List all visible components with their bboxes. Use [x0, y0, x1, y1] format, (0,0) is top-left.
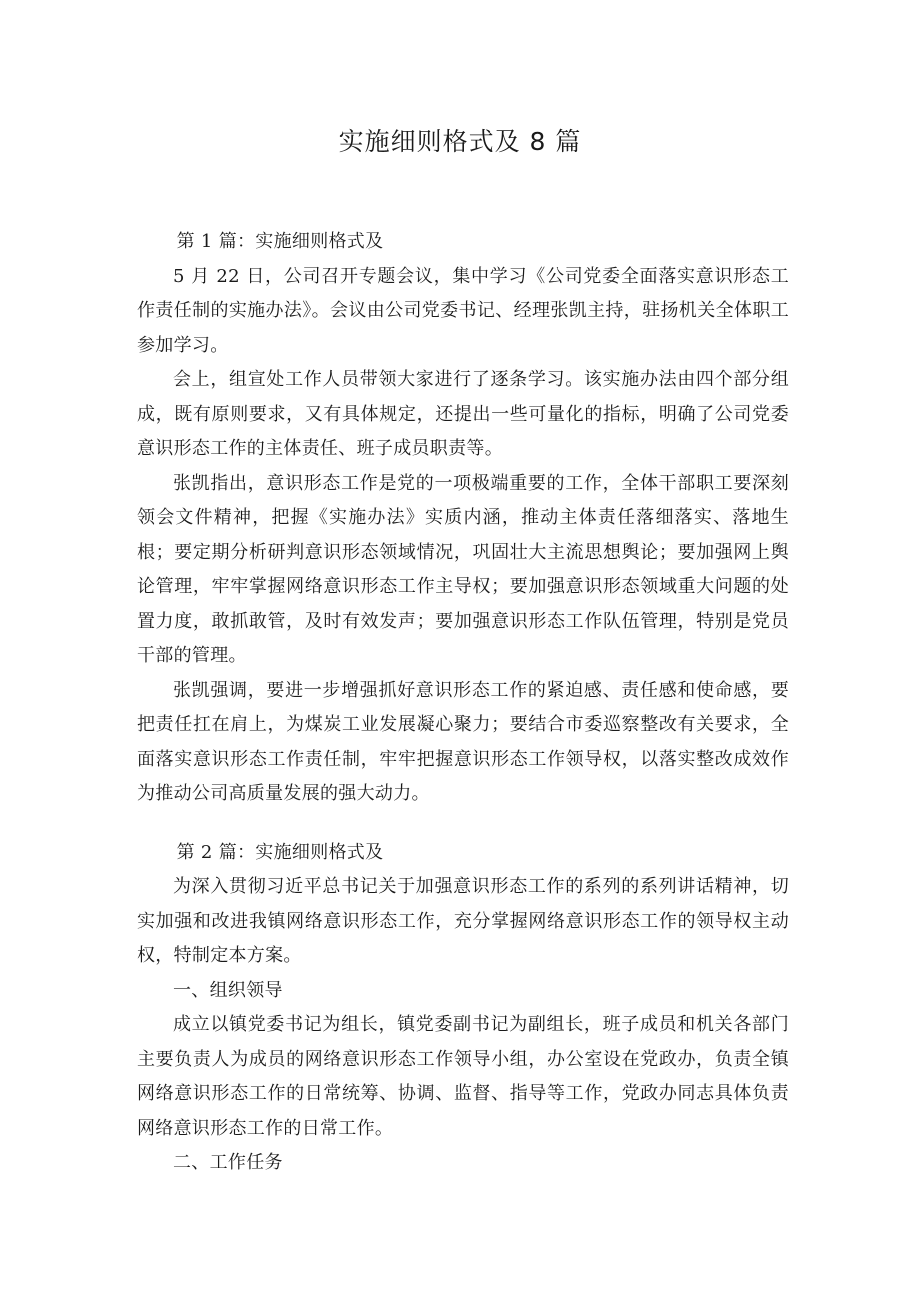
- section-2-paragraph: 为深入贯彻习近平总书记关于加强意识形态工作的系列的系列讲话精神，切实加强和改进我镇网络意识形态工作，充分掌握网络意识形态工作的领导权主动权，特制定本方案。: [137, 876, 789, 966]
- section-1-paragraph: 会上，组宣处工作人员带领大家进行了逐条学习。该实施办法由四个部分组成，既有原则要求，又有具体规定，还提出一些可量化的指标，明确了公司党委意识形态工作的主体责任、班子成员职责等。: [137, 369, 789, 459]
- document-body: [137, 225, 789, 1181]
- section-divider-space: [137, 812, 789, 836]
- section-1-heading: 第 1 篇：实施细则格式及: [176, 231, 384, 252]
- section-2-subheading: 二、工作任务: [173, 1152, 283, 1173]
- section-2-heading: 第 2 篇：实施细则格式及: [176, 841, 384, 863]
- section-2-paragraph: 成立以镇党委书记为组长，镇党委副书记为副组长，班子成员和机关各部门主要负责人为成员的网络意识形态工作领导小组，办公室设在党政办，负责全镇网络意识形态工作的日常统筹、协调、监督、指导等工作，党政办同志具体负责网络意识形态工作的日常工作。: [137, 1014, 789, 1139]
- section-1-paragraph: 张凯强调，要进一步增强抓好意识形态工作的紧迫感、责任感和使命感，要把责任扛在肩上，为煤炭工业发展凝心聚力；要结合市委巡察整改有关要求，全面落实意识形态工作责任制，牢牢把握意识形态工作领导权，以落实整改成效作为推动公司高质量发展的强大动力。: [137, 679, 789, 804]
- section-1-paragraph: 张凯指出，意识形态工作是党的一项极端重要的工作，全体干部职工要深刻领会文件精神，把握《实施办法》实质内涵，推动主体责任落细落实、落地生根；要定期分析研判意识形态领域情况，巩固壮大主流思想舆论；要加强网上舆论管理，牢牢掌握网络意识形态工作主导权；要加强意识形态领域重大问题的处置力度，敢抓敢管，及时有效发声；要加强意识形态工作队伍管理，特别是党员干部的管理。: [137, 472, 789, 666]
- section-2-subheading: 一、组织领导: [173, 979, 283, 1001]
- document-title: 实施细则格式及 8 篇: [338, 127, 582, 156]
- section-1-paragraph: 5 月 22 日，公司召开专题会议，集中学习《公司党委全面落实意识形态工作责任制的实施办法》。会议由公司党委书记、经理张凯主持，驻扬机关全体职工参加学习。: [137, 265, 789, 356]
